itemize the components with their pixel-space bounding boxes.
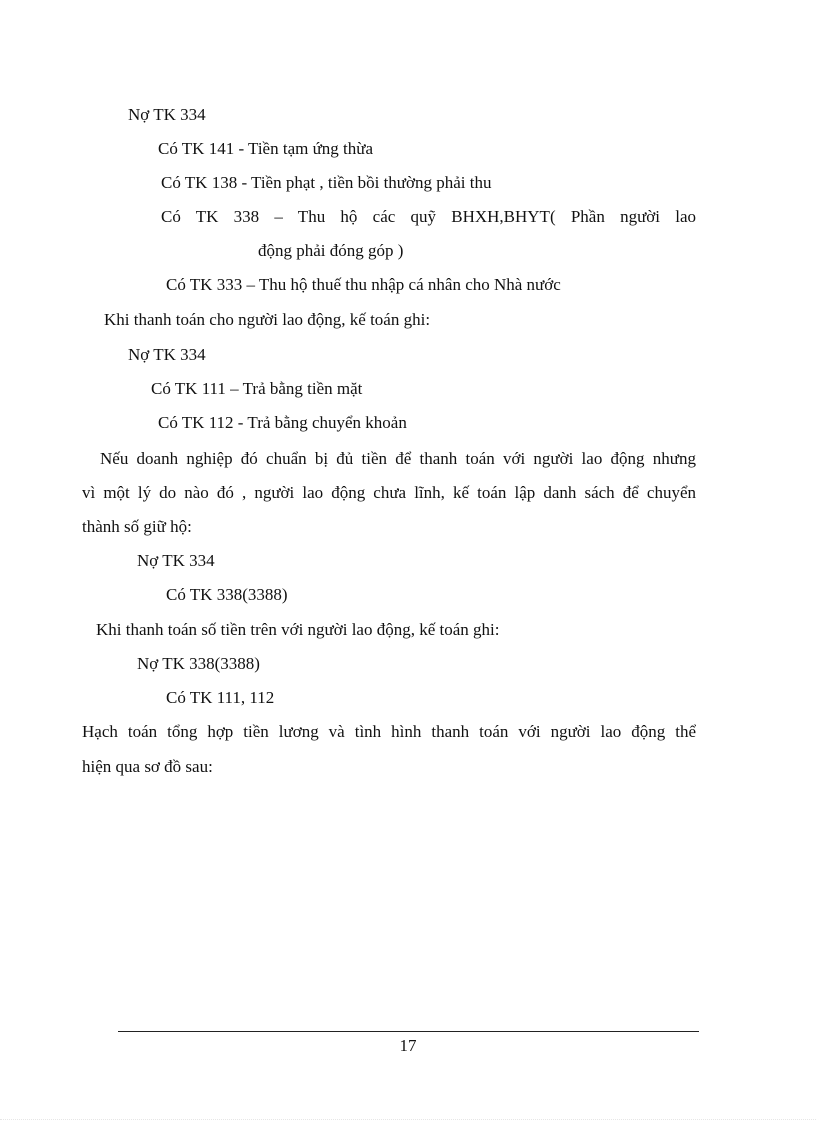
paragraph-summary-line-2: hiện qua sơ đồ sau: (82, 757, 213, 776)
entry-credit-333: Có TK 333 – Thu hộ thuế thu nhập cá nhân cho Nhà nước (166, 275, 561, 294)
footer-divider (118, 1031, 699, 1032)
entry-credit-112: Có TK 112 - Trả bằng chuyển khoản (158, 413, 407, 432)
paragraph-holding-line-2: vì một lý do nào đó , người lao động chưa lĩnh, kế toán lập danh sách để chuyển (82, 483, 696, 502)
entry-debit-334: Nợ TK 334 (128, 105, 206, 124)
paragraph-payment-intro: Khi thanh toán cho người lao động, kế toán ghi: (104, 310, 431, 329)
page-number: 17 (399, 1036, 417, 1055)
entry-credit-111-112: Có TK 111, 112 (166, 688, 275, 707)
entry-credit-111: Có TK 111 – Trả bằng tiền mặt (151, 379, 363, 398)
paragraph-summary-line-1: Hạch toán tổng hợp tiền lương và tình hình thanh toán với người lao động thể (82, 722, 696, 741)
entry-credit-338-continued: động phải đóng góp ) (258, 241, 404, 260)
entry-credit-338: Có TK 338 – Thu hộ các quỹ BHXH,BHYT( Phần người lao (161, 207, 696, 226)
entry-debit-334-holding: Nợ TK 334 (137, 551, 215, 570)
paragraph-holding-line-3: thành số giữ hộ: (82, 517, 192, 536)
entry-debit-334-payment: Nợ TK 334 (128, 345, 206, 364)
page-bottom-edge (0, 1119, 816, 1120)
paragraph-holding-line-1: Nếu doanh nghiệp đó chuẩn bị đủ tiền để thanh toán với người lao động nhưng (100, 449, 696, 468)
entry-credit-138: Có TK 138 - Tiền phạt , tiền bồi thường phải thu (161, 173, 492, 192)
entry-credit-3388: Có TK 338(3388) (166, 585, 288, 604)
paragraph-settlement-intro: Khi thanh toán số tiền trên với người lao động, kế toán ghi: (96, 620, 500, 639)
entry-debit-3388: Nợ TK 338(3388) (137, 654, 260, 673)
entry-credit-141: Có TK 141 - Tiền tạm ứng thừa (158, 139, 374, 158)
